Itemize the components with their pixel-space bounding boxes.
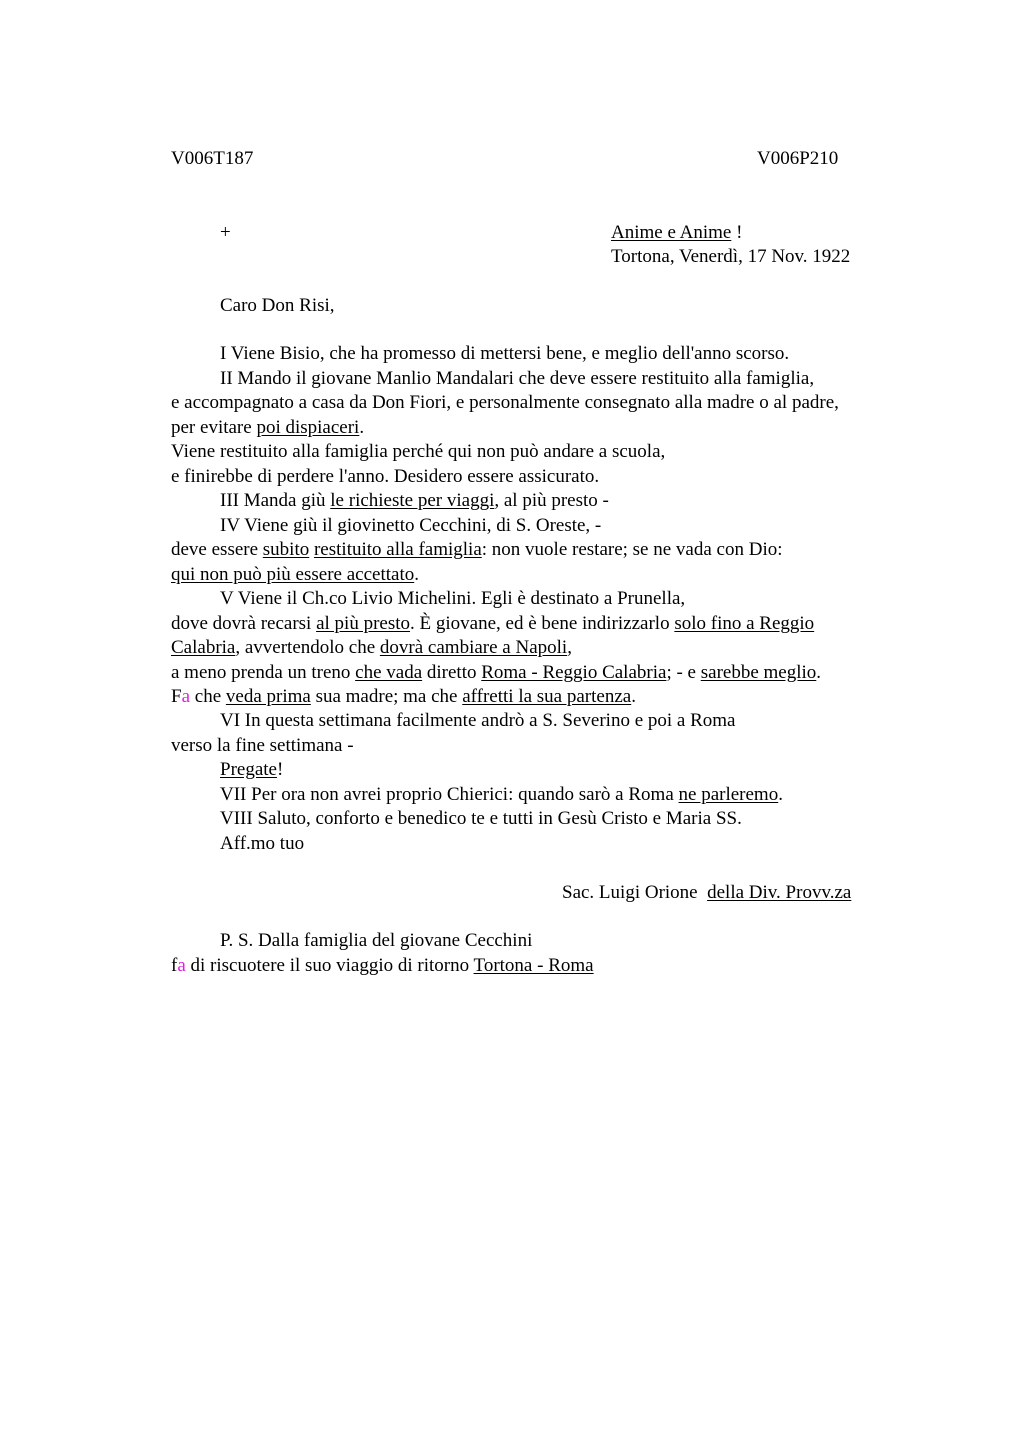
body-line [171, 734, 354, 758]
motto [611, 221, 742, 245]
body-line [171, 391, 839, 415]
text-segment: sua madre; ma che [310, 686, 463, 707]
signature [562, 881, 851, 905]
body-line [220, 489, 609, 513]
underlined-text: qui non può più essere accettato [171, 564, 415, 585]
greeting: Caro Don Risi, [220, 295, 335, 316]
text-segment: P. S. Dalla famiglia del giovane Cecchini [220, 930, 533, 951]
underlined-text: ne parleremo [678, 784, 779, 805]
underlined-text: Calabria [171, 637, 236, 658]
body-line [220, 587, 685, 611]
header-right-code: V006P210 [757, 148, 839, 169]
text-segment: : non vuole restare; se ne vada con Dio: [481, 539, 783, 560]
underlined-text: sarebbe meglio [700, 662, 817, 683]
text-segment: che [190, 686, 226, 707]
body-line [220, 807, 742, 831]
text-segment: , [567, 637, 572, 658]
underlined-text: Tortona - Roma [473, 955, 594, 976]
dateline: Tortona, Venerdì, 17 Nov. 1922 [611, 246, 851, 267]
text-segment: . [816, 662, 822, 683]
underlined-text: Roma - Reggio Calabria [481, 662, 667, 683]
text-segment: per evitare [171, 417, 257, 438]
body-line [220, 342, 789, 366]
signature-title: della Div. Provv.za [707, 882, 852, 903]
motto-text: Anime e Anime [611, 222, 732, 243]
signature-name: Sac. Luigi Orione [562, 882, 698, 903]
text-segment: Viene restituito alla famiglia perché qui non può andare a scuola, [171, 441, 666, 462]
text-segment: ! [276, 759, 284, 780]
underlined-text: solo fino a Reggio [674, 613, 815, 634]
text-segment: . [778, 784, 783, 805]
text-segment: a [177, 955, 186, 976]
postscript-line [171, 954, 594, 978]
underlined-text: le richieste per viaggi [330, 490, 495, 511]
underlined-text: poi dispiaceri [256, 417, 360, 438]
text-segment: . [414, 564, 419, 585]
header-left-code: V006T187 [171, 148, 254, 169]
text-segment: diretto [422, 662, 482, 683]
text-segment: VI In questa settimana facilmente andrò a S. Severino e poi a Roma [220, 710, 736, 731]
body-line [220, 832, 304, 856]
text-segment: deve essere [171, 539, 263, 560]
motto-suffix: ! [731, 222, 743, 243]
body-line [171, 416, 364, 440]
text-segment: I Viene Bisio, che ha promesso di mettersi bene, e meglio dell'anno scorso. [220, 343, 790, 364]
text-segment: ; - e [666, 662, 701, 683]
body-line [171, 636, 572, 660]
body-line [220, 514, 601, 538]
text-segment: F [171, 686, 182, 707]
underlined-text: Pregate [220, 759, 277, 780]
body-line [171, 538, 783, 562]
text-segment: . [359, 417, 365, 438]
body-line [220, 758, 283, 782]
text-segment: II Mando il giovane Manlio Mandalari che deve essere restituito alla famiglia, [220, 368, 815, 389]
text-segment: . [631, 686, 636, 707]
underlined-text: dovrà cambiare a Napoli [379, 637, 568, 658]
text-segment: . È giovane, ed è bene indirizzarlo [410, 613, 675, 634]
text-segment: verso la fine settimana - [171, 735, 354, 756]
text-segment: a meno prenda un treno [171, 662, 356, 683]
text-segment: di riscuotere il suo viaggio di ritorno [185, 955, 474, 976]
cross-mark: + [220, 222, 231, 243]
body-line [220, 783, 783, 807]
body-line [220, 367, 814, 391]
underlined-text: affretti la sua partenza [462, 686, 632, 707]
body-line [220, 709, 735, 733]
text-segment: V Viene il Ch.co Livio Michelini. Egli è destinato a Prunella, [220, 588, 686, 609]
body-line [171, 612, 814, 636]
text-segment: , avvertendolo che [235, 637, 380, 658]
underlined-text: che vada [355, 662, 423, 683]
text-segment: VIII Saluto, conforto e benedico te e tutti in Gesù Cristo e Maria SS. [220, 808, 742, 829]
body-line [171, 563, 419, 587]
text-segment: VII Per ora non avrei proprio Chierici: quando sarò a Roma [220, 784, 679, 805]
text-segment: III Manda giù [220, 490, 331, 511]
postscript-line [220, 929, 532, 953]
underlined-text: al più presto [316, 613, 411, 634]
text-segment: dove dovrà recarsi [171, 613, 317, 634]
text-segment: , al più presto - [494, 490, 609, 511]
text-segment: IV Viene giù il giovinetto Cecchini, di S. Oreste, - [220, 515, 602, 536]
body-line [171, 685, 636, 709]
text-segment: Aff.mo tuo [220, 833, 305, 854]
body-line [171, 661, 821, 685]
text-segment: f [171, 955, 178, 976]
body-line [171, 440, 665, 464]
body-line [171, 465, 599, 489]
underlined-text: subito [262, 539, 310, 560]
text-segment: a [181, 686, 191, 707]
text-segment: e finirebbe di perdere l'anno. Desidero essere assicurato. [171, 466, 600, 487]
text-segment: e accompagnato a casa da Don Fiori, e personalmente consegnato alla madre o al padre, [171, 392, 839, 413]
underlined-text: restituito alla famiglia [313, 539, 482, 560]
underlined-text: veda prima [225, 686, 311, 707]
